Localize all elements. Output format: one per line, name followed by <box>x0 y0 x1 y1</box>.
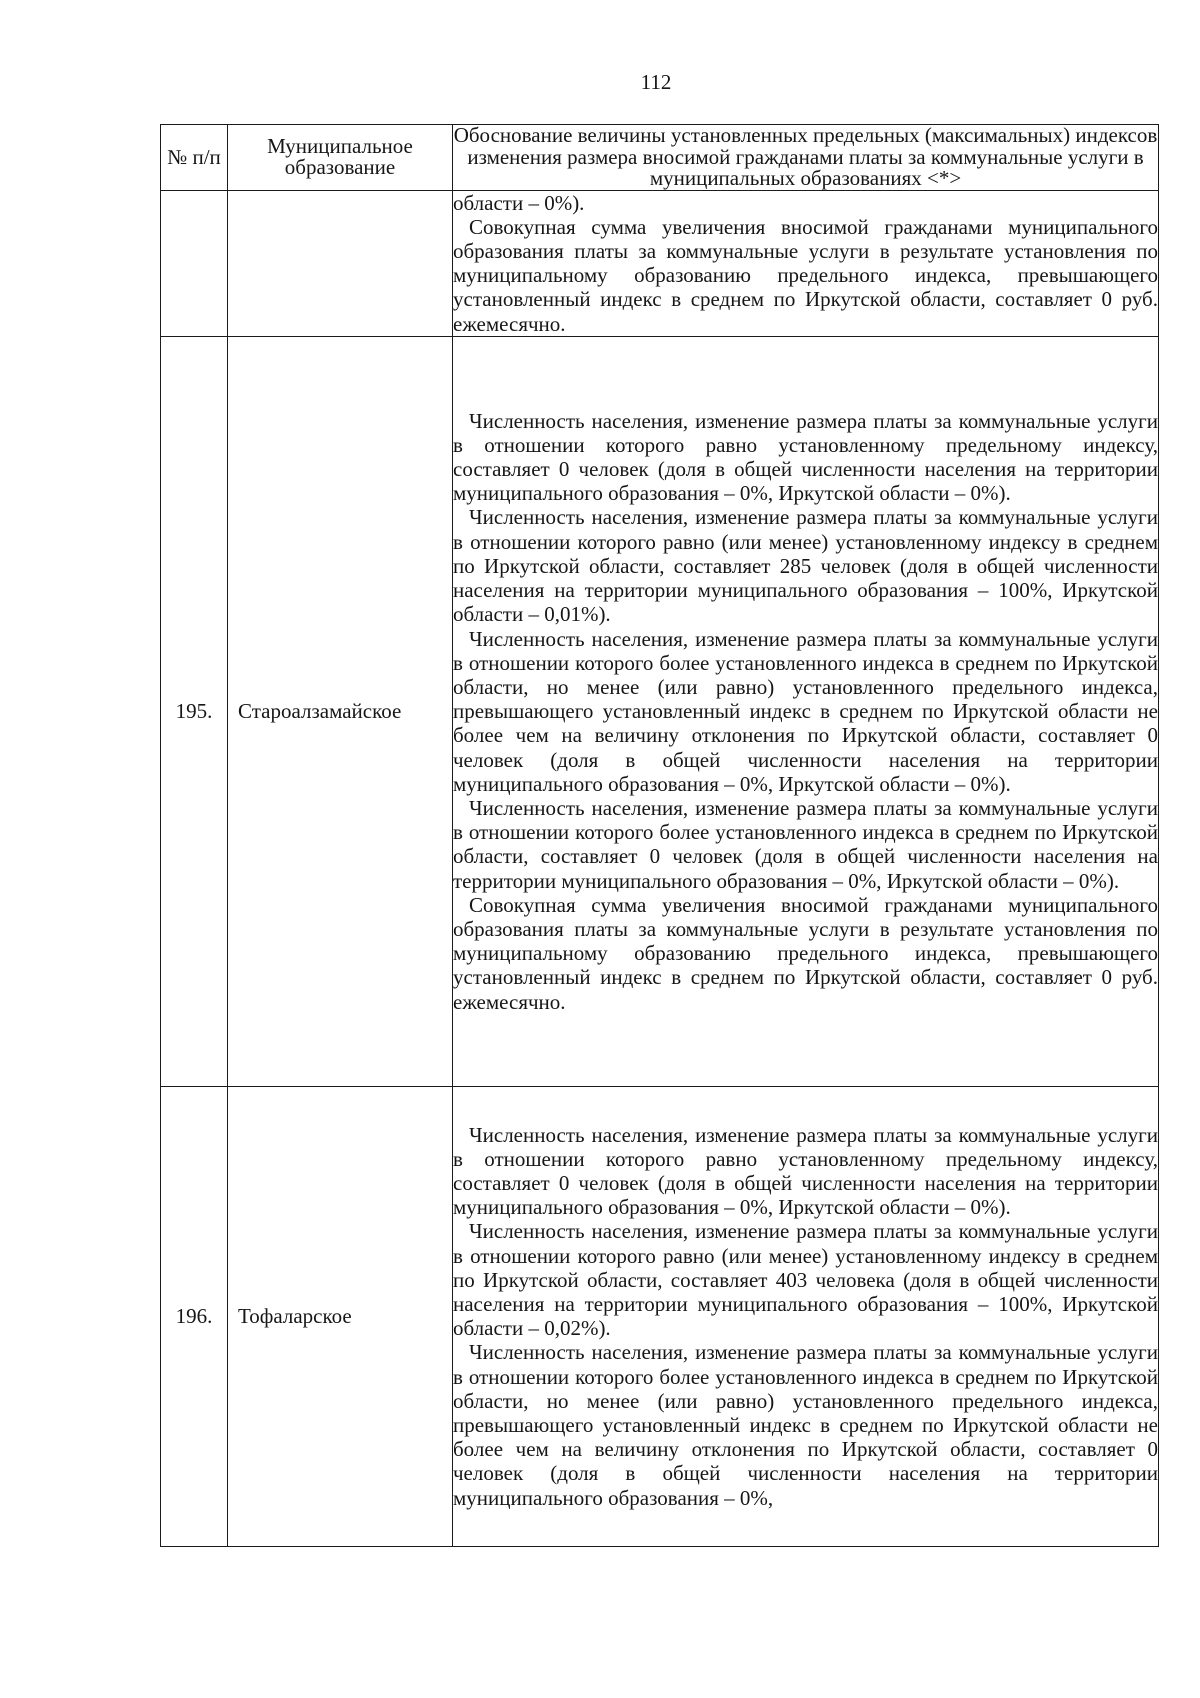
row-municipality <box>228 190 453 336</box>
row-number: 195. <box>161 336 228 1086</box>
justification-paragraph: Численность населения, изменение размера платы за коммунальные услуги в отношении которого более установленного индекса в среднем по Иркутской области, составляет 0 человек (доля в общей численности населения на территории муниципального образования – 0%, Иркутской области – 0%). <box>453 795 1158 893</box>
row-municipality: Староалзамайское <box>228 336 453 1086</box>
justification-paragraph: Численность населения, изменение размера платы за коммунальные услуги в отношении которого равно установленному предельному индексу, составляет 0 человек (доля в общей численности населения на территории муниципального образования – 0%, Иркутской области – 0%). <box>453 408 1158 506</box>
row-justification <box>453 336 1159 1086</box>
justification-paragraph: Численность населения, изменение размера платы за коммунальные услуги в отношении которого равно установленному предельному индексу, составляет 0 человек (доля в общей численности населения на территории муниципального образования – 0%, Иркутской области – 0%). <box>453 1122 1158 1220</box>
justification-paragraph: Численность населения, изменение размера платы за коммунальные услуги в отношении которого более установленного индекса в среднем по Иркутской области, но менее (или равно) установленного предельного индекса, превышающего установленный индекс в среднем по Иркутской области не более чем на величину отклонения по Иркутской области, составляет 0 человек (доля в общей численности населения на территории муниципального образования – 0%, Иркутской области – 0%). <box>453 626 1158 796</box>
justification-paragraph: Совокупная сумма увеличения вносимой гражданами муниципального образования платы за коммунальные услуги в результате установления по муниципальному образованию предельного индекса, превышающего установленный индекс в среднем по Иркутской области, составляет 0 руб. ежемесячно. <box>453 214 1158 336</box>
row-municipality: Тофаларское <box>228 1086 453 1546</box>
table-header-row <box>161 125 1159 191</box>
header-number: № п/п <box>161 125 228 191</box>
justification-paragraph: области – 0%). <box>453 190 585 215</box>
justification-paragraph: Совокупная сумма увеличения вносимой гражданами муниципального образования платы за коммунальные услуги в результате установления по муниципальному образованию предельного индекса, превышающего установленный индекс в среднем по Иркутской области, составляет 0 руб. ежемесячно. <box>453 892 1158 1014</box>
row-number: 196. <box>161 1086 228 1546</box>
table-row-196 <box>161 1086 1159 1546</box>
header-justification: Обоснование величины установленных предельных (максимальных) индексов изменения размера вносимой гражданами платы за коммунальные услуги в муниципальных образованиях <*> <box>453 123 1158 190</box>
page-number: 112 <box>640 70 672 94</box>
justification-paragraph: Численность населения, изменение размера платы за коммунальные услуги в отношении которого более установленного индекса в среднем по Иркутской области, но менее (или равно) установленного предельного индекса, превышающего установленный индекс в среднем по Иркутской области не более чем на величину отклонения по Иркутской области, составляет 0 человек (доля в общей численности населения на территории муниципального образования – 0%, <box>453 1340 1158 1510</box>
header-municipality: Муниципальное образование <box>228 125 453 191</box>
row-justification <box>453 190 1159 336</box>
justification-paragraph: Численность населения, изменение размера платы за коммунальные услуги в отношении которого равно (или менее) установленному индексу в среднем по Иркутской области, составляет 403 человека (доля в общей численности населения на территории муниципального образования – 100%, Иркутской области – 0,02%). <box>453 1219 1158 1341</box>
row-number <box>161 190 228 336</box>
justification-paragraph: Численность населения, изменение размера платы за коммунальные услуги в отношении которого равно (или менее) установленному индексу в среднем по Иркутской области, составляет 285 человек (доля в общей численности населения на территории муниципального образования – 100%, Иркутской области – 0,01%). <box>453 505 1158 627</box>
tariff-index-table <box>160 124 1159 1547</box>
table-row-continuation <box>161 190 1159 336</box>
table-row-195 <box>161 336 1159 1086</box>
row-justification <box>453 1086 1159 1546</box>
